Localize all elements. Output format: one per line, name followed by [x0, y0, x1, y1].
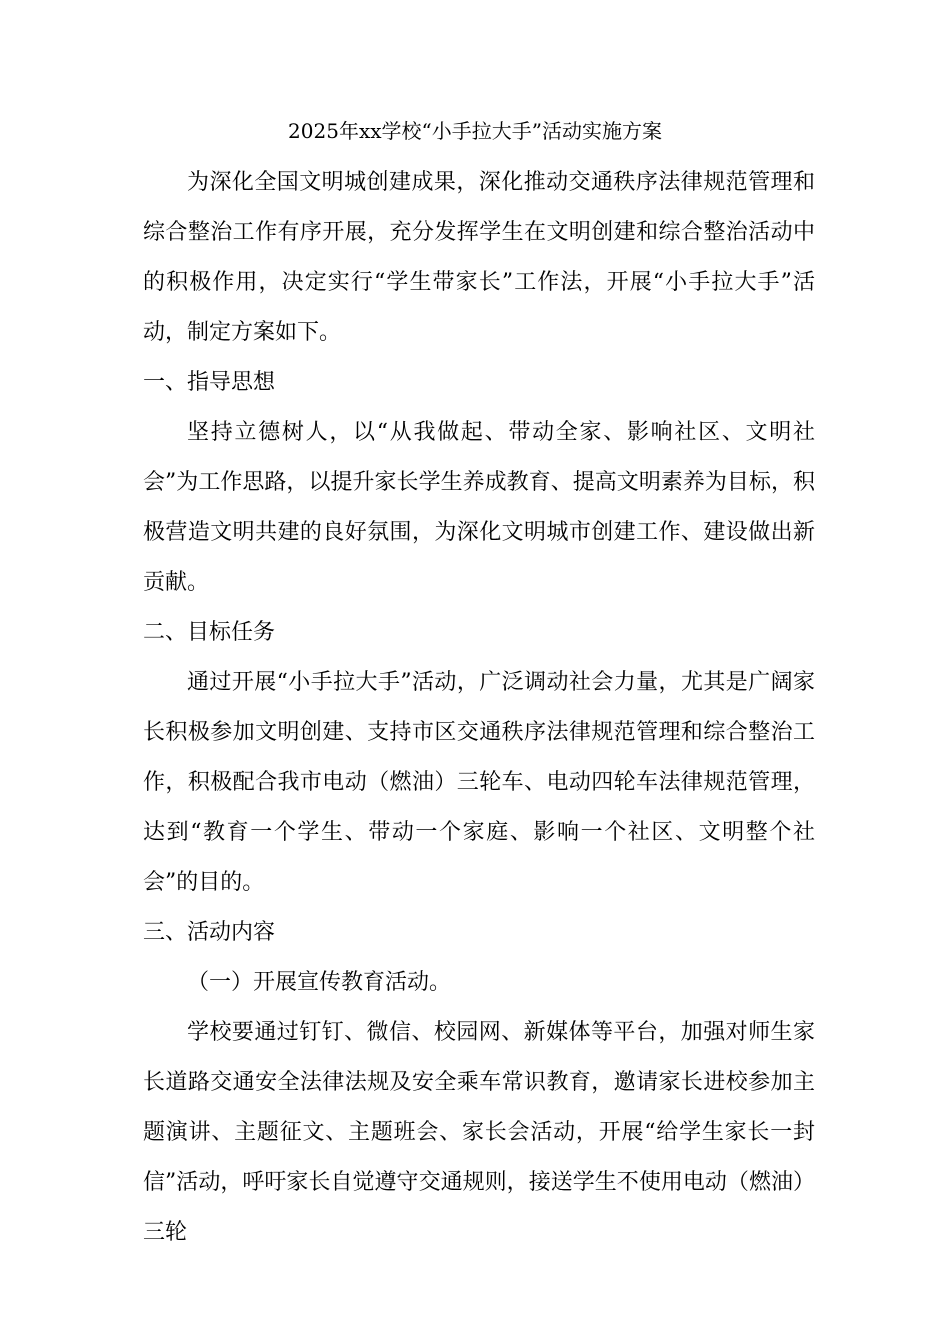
section-heading-goals: 二、目标任务 — [143, 620, 276, 645]
section-heading-activities: 三、活动内容 — [143, 920, 276, 945]
guiding-ideology-paragraph: 坚持立德树人，以“从我做起、带动全家、影响社区、文明社会”为工作思路，以提升家长学生养成教育、提高文明素养为目标，积极营造文明共建的良好氛围，为深化文明城市创建工作、建设做出新贡献。 — [143, 420, 815, 595]
goals-paragraph: 通过开展“小手拉大手”活动，广泛调动社会力量，尤其是广阔家长积极参加文明创建、支持市区交通秩序法律规范管理和综合整治工作，积极配合我市电动（燃油）三轮车、电动四轮车法律规范管理，达到“教育一个学生、带动一个家庭、影响一个社区、文明整个社会”的目的。 — [143, 670, 815, 895]
document-body — [143, 158, 815, 1258]
intro-paragraph: 为深化全国文明城创建成果，深化推动交通秩序法律规范管理和综合整治工作有序开展，充分发挥学生在文明创建和综合整治活动中的积极作用，决定实行“学生带家长”工作法，开展“小手拉大手”活动，制定方案如下。 — [143, 170, 815, 345]
publicity-paragraph: 学校要通过钉钉、微信、校园网、新媒体等平台，加强对师生家长道路交通安全法律法规及安全乘车常识教育，邀请家长进校参加主题演讲、主题征文、主题班会、家长会活动，开展“给学生家长一封信”活动，呼吁家长自觉遵守交通规则，接送学生不使用电动（燃油）三轮 — [143, 1020, 815, 1245]
subsection-heading-publicity: （一）开展宣传教育活动。 — [187, 970, 452, 995]
section-heading-guiding-ideology: 一、指导思想 — [143, 370, 276, 395]
document-title: 2025年xx学校“小手拉大手”活动实施方案 — [288, 119, 662, 143]
